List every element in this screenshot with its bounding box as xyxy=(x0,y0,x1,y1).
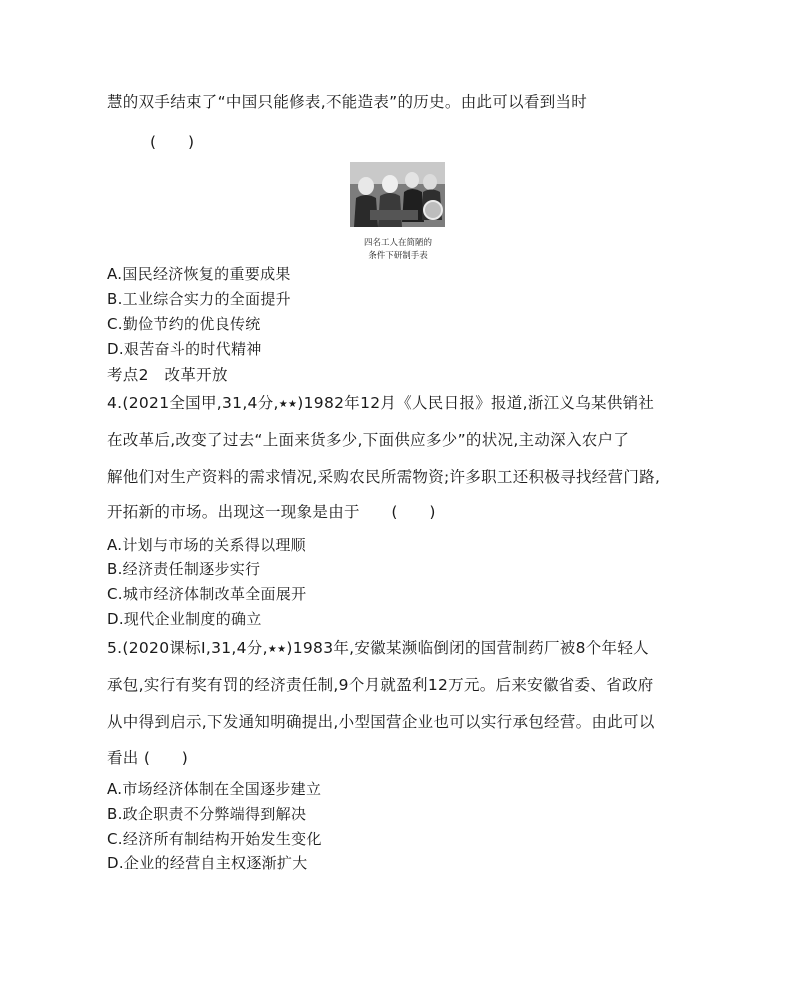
q5-option-d[interactable]: D.企业的经营自主权逐渐扩大 xyxy=(107,854,308,872)
q4-stem-line4: 开拓新的市场。出现这一现象是由于 ( ) xyxy=(107,503,436,521)
q3-stem-line: 慧的双手结束了“中国只能修表,不能造表”的历史。由此可以看到当时 xyxy=(107,93,588,111)
q4-stem-line1 xyxy=(107,391,654,413)
q3-option-c[interactable]: C.勤俭节约的优良传统 xyxy=(107,315,261,333)
figure-caption-line2: 条件下研制手表 xyxy=(368,251,428,261)
q4-option-b[interactable]: B.经济责任制逐步实行 xyxy=(107,560,261,578)
q3-option-b[interactable]: B.工业综合实力的全面提升 xyxy=(107,290,291,308)
section-heading: 考点2 改革开放 xyxy=(107,366,228,384)
difficulty-stars-icon: ★★ xyxy=(278,399,298,410)
difficulty-stars-icon: ★★ xyxy=(267,644,287,655)
q5-stem-line4: 看出 ( ) xyxy=(107,749,189,767)
q4-stem-text: )1982年12月《人民日报》报道,浙江义乌某供销社 xyxy=(297,394,655,412)
q3-answer-blank[interactable]: ( ) xyxy=(150,133,195,151)
q4-stem-line3: 解他们对生产资料的需求情况,采购农民所需物资;许多职工还积极寻找经营门路, xyxy=(107,468,661,486)
figure-caption-line1: 四名工人在简陋的 xyxy=(363,238,432,248)
q4-source: 4.(2021全国甲,31,4分, xyxy=(107,394,279,412)
q5-stem-line2: 承包,实行有奖有罚的经济责任制,9个月就盈利12万元。后来安徽省委、省政府 xyxy=(107,676,654,694)
q5-option-a[interactable]: A.市场经济体制在全国逐步建立 xyxy=(107,780,322,798)
q5-option-b[interactable]: B.政企职责不分弊端得到解决 xyxy=(107,805,307,823)
q5-stem-line1 xyxy=(107,636,649,658)
q3-option-d[interactable]: D.艰苦奋斗的时代精神 xyxy=(107,340,262,358)
q3-option-a[interactable]: A.国民经济恢复的重要成果 xyxy=(107,265,291,283)
q5-option-c[interactable]: C.经济所有制结构开始发生变化 xyxy=(107,830,322,848)
workers-making-watch-photo xyxy=(350,162,445,227)
q5-stem-line3: 从中得到启示,下发通知明确提出,小型国营企业也可以实行承包经营。由此可以 xyxy=(107,713,655,731)
q4-stem-line2: 在改革后,改变了过去“上面来货多少,下面供应多少”的状况,主动深入农户了 xyxy=(107,431,630,449)
q4-option-a[interactable]: A.计划与市场的关系得以理顺 xyxy=(107,536,306,554)
q5-source: 5.(2020课标Ⅰ,31,4分, xyxy=(107,639,268,657)
q4-option-d[interactable]: D.现代企业制度的确立 xyxy=(107,610,262,628)
q5-stem-text: )1983年,安徽某濒临倒闭的国营制药厂被8个年轻人 xyxy=(286,639,649,657)
q4-option-c[interactable]: C.城市经济体制改革全面展开 xyxy=(107,585,307,603)
